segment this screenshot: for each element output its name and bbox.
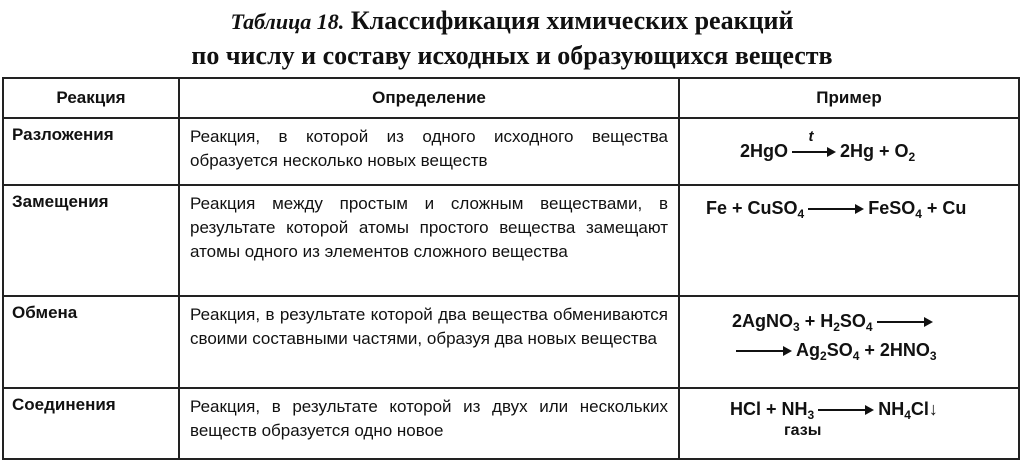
reactants-note: газы [784, 422, 822, 439]
eq-rhs-part: Cl [910, 399, 929, 419]
title-line-1: Классификация химических реакций [350, 6, 794, 35]
title-line-2: по числу и составу исходных и образующихся веществ [191, 41, 833, 70]
eq-subscript: 4 [865, 320, 873, 334]
reaction-example [679, 185, 1019, 296]
reaction-name: Обмена [3, 296, 179, 388]
reaction-name: Разложения [3, 118, 179, 185]
eq-subscript: 4 [797, 207, 805, 221]
eq-subscript: 3 [807, 408, 815, 422]
reaction-name: Замещения [3, 185, 179, 296]
eq-subscript: 3 [793, 320, 800, 334]
eq-rhs: NH [878, 399, 905, 419]
table-row [3, 118, 1019, 185]
eq-lhs-part: + H [799, 311, 834, 331]
eq-subscript: 2 [833, 320, 840, 334]
reaction-example [679, 388, 1019, 459]
eq-rhs: FeSO [868, 198, 916, 218]
header-example: Пример [679, 78, 1019, 118]
arrow-icon [818, 404, 874, 416]
eq-subscript: 4 [904, 408, 911, 422]
arrow-icon [808, 203, 864, 215]
eq-rhs-part: + Cu [921, 198, 967, 218]
reaction-name: Соединения [3, 388, 179, 459]
reaction-definition: Реакция, в результате которой из двух или нескольких веществ образуется одно новое [179, 388, 679, 459]
reaction-example [679, 296, 1019, 388]
arrow-icon [736, 345, 792, 357]
eq-subscript: 2 [908, 150, 916, 164]
eq-subscript: 3 [929, 349, 937, 363]
header-reaction: Реакция [3, 78, 179, 118]
eq-rhs: 2Hg + O [840, 141, 909, 161]
header-definition: Определение [179, 78, 679, 118]
reaction-definition: Реакция, в результате которой два вещества обмениваются своими составными частями, образуя два новых вещества [179, 296, 679, 388]
eq-rhs: Ag [796, 340, 820, 360]
reaction-definition: Реакция между простым и сложным веществами, в результате которой атомы простого вещества замещают атомы одного из элементов сложного вещества [179, 185, 679, 296]
table-row [3, 296, 1019, 388]
eq-rhs-part: SO [826, 340, 853, 360]
eq-subscript: 4 [852, 349, 860, 363]
eq-rhs-part: + 2HNO [859, 340, 930, 360]
eq-lhs: HCl + NH [730, 399, 808, 419]
arrow-icon [792, 128, 836, 158]
table-title [0, 4, 1024, 73]
precipitate-arrow-icon: ↓ [928, 399, 938, 419]
arrow-icon [877, 316, 933, 328]
eq-lhs: 2AgNO [732, 311, 794, 331]
eq-lhs: 2HgO [740, 141, 789, 161]
eq-subscript: 4 [915, 207, 922, 221]
reactions-table [2, 77, 1020, 460]
table-row [3, 388, 1019, 459]
eq-subscript: 2 [820, 349, 827, 363]
eq-lhs-part: SO [839, 311, 866, 331]
reaction-definition: Реакция, в которой из одного исходного вещества образуется несколько новых веществ [179, 118, 679, 185]
condition-label: t [808, 128, 814, 146]
header-row [3, 78, 1019, 118]
eq-lhs: Fe + CuSO [706, 198, 798, 218]
table-number: Таблица 18. [230, 9, 345, 34]
table-row [3, 185, 1019, 296]
reaction-example [679, 118, 1019, 185]
